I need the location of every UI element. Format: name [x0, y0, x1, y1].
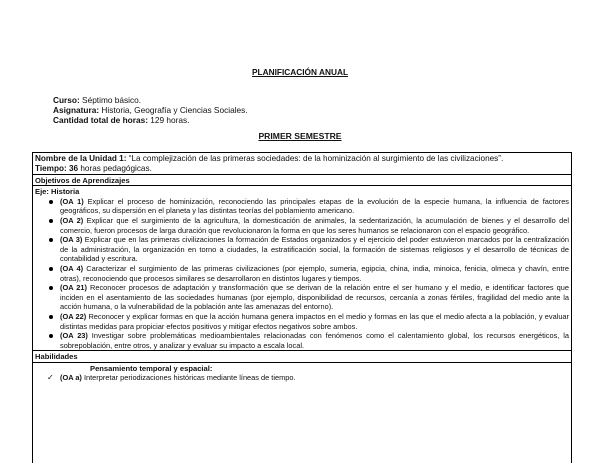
- objective-text: Reconocer y explicar formas en que la acción humana genera impactos en el medio y formas en las que el medio afecta a la población, y evaluar distintas medidas para propiciar efectos positivos y mitigar efectos negativos sobre ambos.: [60, 311, 569, 331]
- subject-value: Historia, Geografía y Ciencias Sociales.: [101, 105, 248, 115]
- unit-time-number: 36: [68, 163, 79, 173]
- objective-code: (OA 3): [60, 235, 83, 245]
- objective-code: (OA 1): [60, 196, 84, 206]
- unit-header-row: [33, 153, 571, 175]
- hours-label: Cantidad total de horas:: [53, 115, 148, 125]
- skills-title: Habilidades: [35, 352, 78, 362]
- objective-code: (OA 21): [60, 283, 87, 293]
- course-info: [53, 95, 248, 125]
- unit-name-value: “La complejización de las primeras sociedades: de la hominización al surgimiento de las civilizaciones”.: [128, 154, 504, 163]
- unit-time-line: [35, 164, 569, 174]
- objective-item: [35, 197, 569, 216]
- objective-code: (OA 2): [60, 215, 84, 225]
- hours-value: 129 horas.: [150, 115, 190, 125]
- objectives-row: [33, 186, 571, 351]
- unit-time-unit: horas pedagógicas.: [80, 163, 152, 173]
- objective-text: Explicar el proceso de hominización, reconociendo las principales etapas de la evolución de la especie humana, la influencia de factores geográficos, su dispersión en el planeta y las distintas teorías del poblamiento americano.: [60, 196, 569, 216]
- objective-item: [35, 283, 569, 312]
- objective-code: (OA 4): [60, 263, 84, 273]
- unit-table: [32, 152, 572, 463]
- unit-name-label: Nombre de la Unidad 1:: [35, 154, 127, 163]
- objective-text: Reconocer procesos de adaptación y transformación que se derivan de la relación entre el ser humano y el medio, e identificar factores que inciden en el asentamiento de las sociedades humanas (por ejemplo, disponibilidad de recursos, cercanía a zonas fértiles, fragilidad del medio ante la acción humana, o la vulnerabilidad de la población ante las amenazas del entorno).: [60, 283, 569, 312]
- semester-title: PRIMER SEMESTRE: [258, 131, 342, 141]
- axis-title: Eje: Historia: [35, 187, 80, 197]
- objective-item: [35, 331, 569, 350]
- objectives-title-row: [33, 175, 571, 187]
- hours-line: [53, 115, 248, 125]
- skill-code: (OA a): [60, 373, 82, 383]
- skill-text: Interpretar periodizaciones históricas mediante líneas de tiempo.: [83, 373, 296, 383]
- objective-code: (OA 23): [60, 331, 88, 341]
- course-line: [53, 95, 248, 105]
- objective-text: Explicar que en las primeras civilizaciones la formación de Estados organizados y el ejercicio del poder estuvieron marcados por la centralización de la administración, la organización en torno a ciudades, la estratificación social, la formación de sistemas religiosos y el desarrollo de técnicas de contabilidad y escritura.: [60, 235, 569, 264]
- objective-text: Caracterizar el surgimiento de las primeras civilizaciones (por ejemplo, sumeria, egipcia, china, india, minoica, fenicia, olmeca y chavín, entre otras), reconociendo que procesos similares se desarrollaron en distintos lugares y tiempos.: [60, 263, 569, 283]
- subject-line: [53, 105, 248, 115]
- objectives-title: Objetivos de Aprendizajes: [35, 175, 130, 185]
- skill-item: [35, 373, 569, 383]
- skills-row: [33, 363, 571, 383]
- objective-text: Explicar que el surgimiento de la agricultura, la domesticación de animales, la sedentarización, la acumulación de bienes y el desarrollo del comercio, fueron procesos de larga duración que revolucionaron la forma en que los seres humanos se relacionaron con el espacio geográfico.: [60, 215, 569, 235]
- objective-item: [35, 312, 569, 331]
- objectives-list: [35, 197, 569, 351]
- page-title: PLANIFICACIÓN ANUAL: [251, 67, 349, 77]
- objective-text: Investigar sobre problemáticas medioambientales relacionadas con fenómenos como el calentamiento global, los recursos energéticos, la sobrepoblación, entre otros, y analizar y evaluar su impacto a escala local.: [60, 331, 569, 350]
- skills-axis: Pensamiento temporal y espacial:: [90, 363, 213, 373]
- unit-name-line: [35, 154, 569, 164]
- subject-label: Asignatura:: [53, 105, 100, 115]
- course-value: Séptimo básico.: [82, 95, 142, 105]
- course-label: Curso:: [53, 95, 80, 105]
- checkmark-icon: ✓: [47, 373, 54, 383]
- objective-item: [35, 264, 569, 283]
- objective-item: [35, 235, 569, 264]
- skills-title-row: [33, 351, 571, 363]
- unit-time-label: Tiempo:: [35, 163, 67, 173]
- objective-code: (OA 22): [60, 311, 87, 321]
- objective-item: [35, 216, 569, 235]
